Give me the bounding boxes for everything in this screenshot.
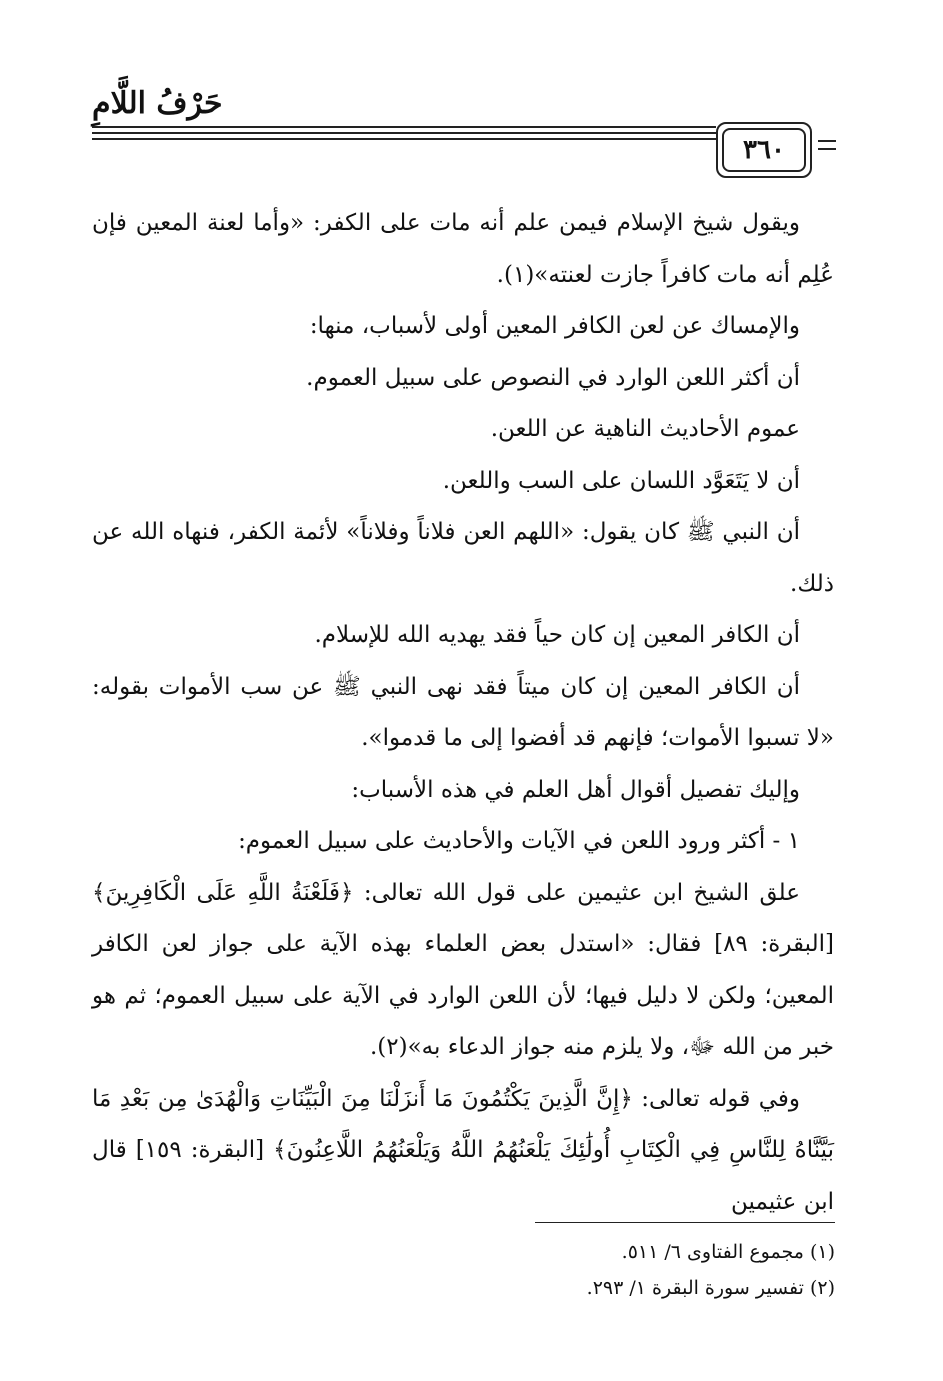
paragraph: وإليك تفصيل أقوال أهل العلم في هذه الأسباب:	[351, 776, 800, 803]
paragraph: وفي قوله تعالى: ﴿إِنَّ الَّذِينَ يَكْتُمُونَ مَا أَنزَلْنَا مِنَ الْبَيِّنَاتِ وَالْهُدَىٰ مِن بَعْدِ مَا بَيَّنَّاهُ لِلنَّاسِ فِي الْكِتَابِ أُولَٰئِكَ يَلْعَنُهُمُ اللَّهُ وَيَلْعَنُهُمُ اللَّاعِنُونَ﴾ [البقرة: ١٥٩] قال ابن عثيمين	[92, 1085, 835, 1215]
list-item: أن أكثر اللعن الوارد في النصوص على سبيل العموم.	[306, 364, 800, 391]
header-rule-bottom	[92, 138, 716, 140]
section-heading: ١ - أكثر ورود اللعن في الآيات والأحاديث على سبيل العموم:	[238, 828, 800, 854]
list-item: أن الكافر المعين إن كان ميتاً فقد نهى النبي ﷺ عن سب الأموات بقوله: «لا تسبوا الأموات؛ فإنهم قد أفضوا إلى ما قدموا».	[92, 673, 834, 751]
header-rule-middle	[92, 132, 716, 134]
header-rule-top	[92, 126, 716, 128]
list-item: عموم الأحاديث الناهية عن اللعن.	[490, 416, 800, 442]
footnote: (١) مجموع الفتاوى ٦/ ٥١١.	[621, 1241, 835, 1263]
header-ornament	[818, 140, 836, 150]
list-item: أن النبي ﷺ كان يقول: «اللهم العن فلاناً وفلاناً» لأئمة الكفر، فنهاه الله عن ذلك.	[92, 519, 834, 597]
list-item: أن الكافر المعين إن كان حياً فقد يهديه الله للإسلام.	[314, 622, 800, 648]
footnote-separator	[535, 1222, 835, 1223]
paragraph: والإمساك عن لعن الكافر المعين أولى لأسباب، منها:	[309, 313, 800, 339]
page-title: حَرْفُ اللَّامِ	[92, 86, 223, 121]
main-text	[92, 198, 834, 1228]
list-item: أن لا يَتَعَوَّد اللسان على السب واللعن.	[442, 467, 800, 494]
footnotes	[420, 1234, 835, 1306]
footnote: (٢) تفسير سورة البقرة ١/ ٢٩٣.	[586, 1277, 835, 1299]
paragraph: ويقول شيخ الإسلام فيمن علم أنه مات على الكفر: «وأما لعنة المعين فإن عُلِم أنه مات كافراً جازت لعنته»(١).	[92, 210, 834, 288]
paragraph: علق الشيخ ابن عثيمين على قول الله تعالى: ﴿فَلَعْنَةُ اللَّهِ عَلَى الْكَافِرِينَ﴾ [البقرة: ٨٩] فقال: «استدل بعض العلماء بهذه الآية على جواز لعن الكافر المعين؛ ولكن لا دليل فيها؛ لأن اللعن الوارد في الآية على سبيل العموم؛ ثم هو خبر من الله ﷻ، ولا يلزم منه جواز الدعاء به»(٢).	[92, 879, 834, 1060]
page-number: ٣٦٠	[722, 128, 806, 172]
